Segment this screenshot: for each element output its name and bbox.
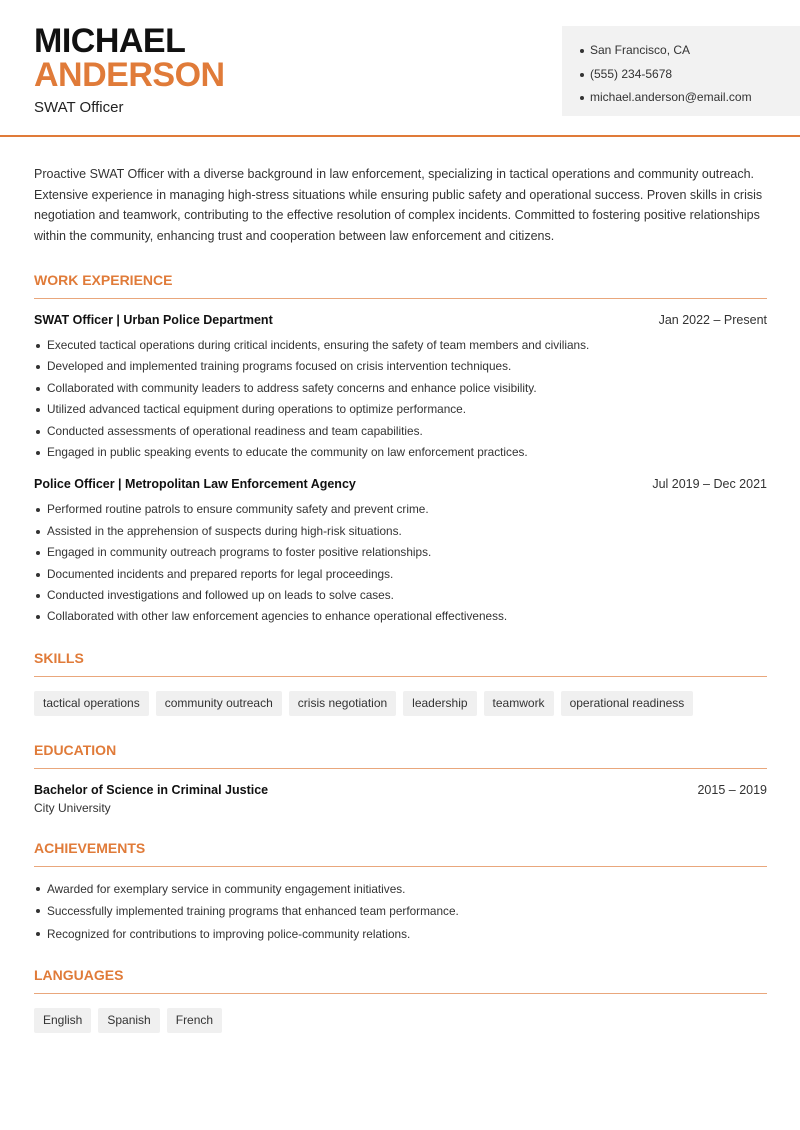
list-item: Recognized for contributions to improving police-community relations.: [34, 923, 767, 946]
language-tag: Spanish: [98, 1008, 159, 1033]
list-item: Developed and implemented training programs focused on crisis intervention techniques.: [34, 356, 767, 377]
skill-tag: tactical operations: [34, 691, 149, 716]
first-name: MICHAEL: [34, 22, 186, 60]
skill-tag: crisis negotiation: [289, 691, 396, 716]
job-role: SWAT Officer | Urban Police Department: [34, 313, 273, 327]
list-item: Successfully implemented training programs that enhanced team performance.: [34, 900, 767, 923]
education-dates: 2015 – 2019: [697, 782, 767, 797]
work-experience-section: [34, 272, 767, 628]
language-tag: French: [167, 1008, 222, 1033]
job-bullets: [34, 499, 767, 627]
contact-email[interactable]: michael.anderson@email.com: [580, 86, 800, 110]
job-dates: Jul 2019 – Dec 2021: [652, 477, 767, 492]
list-item: Engaged in community outreach programs to foster positive relationships.: [34, 542, 767, 563]
list-item: Executed tactical operations during critical incidents, ensuring the safety of team members and civilians.: [34, 335, 767, 356]
resume-header: [0, 0, 800, 137]
language-tag: English: [34, 1008, 91, 1033]
list-item: Awarded for exemplary service in community engagement initiatives.: [34, 878, 767, 901]
degree: Bachelor of Science in Criminal Justice: [34, 782, 269, 797]
section-title-achievements: ACHIEVEMENTS: [34, 840, 767, 867]
section-title-work: WORK EXPERIENCE: [34, 272, 767, 299]
languages-tags: [34, 1008, 767, 1033]
skill-tag: community outreach: [156, 691, 282, 716]
skills-tags: [34, 691, 767, 716]
list-item: Conducted assessments of operational readiness and team capabilities.: [34, 421, 767, 442]
job-title: SWAT Officer: [34, 99, 124, 116]
resume-body: [34, 164, 767, 1033]
list-item: Documented incidents and prepared reports for legal proceedings.: [34, 564, 767, 585]
school-name: City University: [34, 800, 111, 815]
job-role: Police Officer | Metropolitan Law Enforcement Agency: [34, 477, 356, 492]
list-item: Assisted in the apprehension of suspects during high-risk situations.: [34, 521, 767, 542]
job-dates: Jan 2022 – Present: [658, 313, 767, 327]
skill-tag: operational readiness: [561, 691, 694, 716]
languages-section: [34, 967, 767, 1033]
list-item: Engaged in public speaking events to educate the community on law enforcement practices.: [34, 442, 767, 463]
contact-location: San Francisco, CA: [580, 39, 800, 63]
summary-paragraph: Proactive SWAT Officer with a diverse background in law enforcement, specializing in tactical operations and community outreach. Extensive experience in managing high-stress situations while ensuring public safety and operational success. Proven skills in crisis negotiation and teamwork, contributing to the effective resolution of complex incidents. Committed to fostering positive relationships within the community, enhancing trust and cooperation between law enforcement and citizens.: [34, 167, 763, 243]
list-item: Collaborated with other law enforcement agencies to enhance operational effectiveness.: [34, 606, 767, 627]
list-item: Utilized advanced tactical equipment during operations to optimize performance.: [34, 399, 767, 420]
contact-box: [562, 26, 800, 116]
job-bullets: [34, 335, 767, 463]
list-item: Conducted investigations and followed up on leads to solve cases.: [34, 585, 767, 606]
section-title-skills: SKILLS: [34, 650, 767, 677]
contact-phone: (555) 234-5678: [580, 63, 800, 87]
job-entry: [34, 313, 767, 463]
candidate-name: [34, 24, 225, 92]
list-item: Collaborated with community leaders to address safety concerns and enhance police visibility.: [34, 378, 767, 399]
section-title-education: EDUCATION: [34, 742, 767, 769]
skills-section: [34, 650, 767, 716]
skill-tag: teamwork: [484, 691, 554, 716]
last-name: ANDERSON: [34, 56, 225, 94]
achievements-section: [34, 840, 767, 946]
skill-tag: leadership: [403, 691, 476, 716]
list-item: Performed routine patrols to ensure community safety and prevent crime.: [34, 499, 767, 520]
section-title-languages: LANGUAGES: [34, 967, 767, 994]
job-entry: [34, 477, 767, 627]
achievements-list: [34, 878, 767, 946]
education-section: [34, 742, 767, 815]
